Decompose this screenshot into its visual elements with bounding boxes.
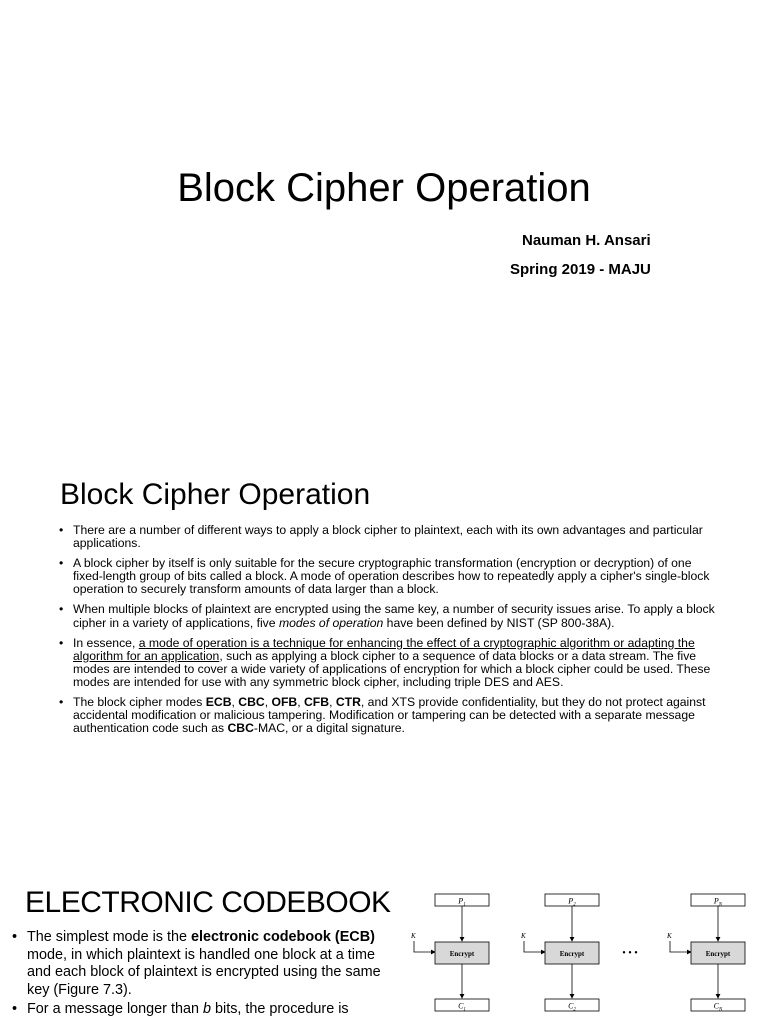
bullet-icon: • [59, 523, 64, 537]
bullet-text: -MAC, or a digital signature. [253, 721, 405, 736]
encrypt-label: Encrypt [449, 950, 475, 958]
bullet-item [58, 524, 718, 550]
plaintext-label: $P_N$ [713, 896, 723, 908]
mode-cbc-mac: CBC [227, 721, 254, 736]
bullet-text: bits, the procedure is [211, 1001, 349, 1018]
ciphertext-label: $C_2$ [568, 1001, 576, 1013]
mode-ofb: OFB [271, 695, 298, 710]
bullet-item [58, 603, 718, 629]
ecb-bullet-list [10, 929, 402, 1021]
plaintext-label: $P_2$ [568, 896, 576, 908]
bullet-text: mode, in which plaintext is handled one block at a time and each block of plaintext is encrypted using the same key (Figure 7.3). [27, 946, 381, 998]
ecb-encryption-diagram [404, 886, 768, 1024]
ecb-block-n [666, 894, 745, 1013]
term-label: Spring 2019 - MAJU [510, 261, 651, 278]
bullet-text: , [297, 695, 304, 710]
bullet-item [58, 696, 718, 735]
bullet-text: For a message longer than [27, 1001, 203, 1018]
encrypt-label: Encrypt [559, 950, 585, 958]
bullet-text: have been defined by NIST (SP 800-38A). [383, 615, 615, 630]
bullet-text: In essence, [73, 635, 139, 650]
bullet-emphasis: b [202, 1001, 211, 1018]
bullet-text: When multiple blocks of plaintext are encrypted using the same key, a number of security issues arise. To apply a block cipher in a variety of applications, five [73, 602, 715, 630]
bullet-icon: • [59, 556, 64, 571]
bullet-text: , [329, 695, 336, 710]
bullet-icon: • [59, 695, 64, 710]
bullet-text: The block cipher modes [73, 695, 206, 710]
plaintext-label: $P_1$ [458, 896, 466, 908]
bullet-icon: • [59, 635, 64, 650]
bullet-item [58, 637, 718, 689]
mode-cbc: CBC [238, 695, 265, 710]
mode-ctr: CTR [335, 695, 361, 710]
bullet-icon: • [12, 1001, 18, 1018]
author-name: Nauman H. Ansari [522, 232, 651, 249]
key-arrow [524, 941, 545, 952]
bullet-text: There are a number of different ways to apply a block cipher to plaintext, each with its own advantages and particular applications. [73, 523, 703, 551]
bullet-item [58, 557, 718, 596]
ciphertext-label: $C_N$ [713, 1001, 723, 1013]
overview-slide-title: Block Cipher Operation [60, 478, 371, 511]
encrypt-label: Encrypt [705, 950, 731, 958]
ellipsis-icon: • • • [622, 948, 638, 959]
bullet-text: , [264, 695, 272, 710]
bullet-bold-text: electronic codebook (ECB) [190, 929, 375, 945]
key-arrow [414, 941, 435, 952]
ecb-block-2 [520, 894, 599, 1013]
ecb-block-1 [410, 894, 489, 1013]
key-label: K [667, 932, 672, 940]
bullet-text: , such as applying a block cipher to a sequence of data blocks or a data stream. The five modes are intended to cover a wide variety of applications of encryption for which a block cipher could be used. These modes are intended for use with any symmetric block cipher, including triple DES and AES. [73, 648, 711, 689]
title-slide [0, 0, 768, 434]
bullet-text: A block cipher by itself is only suitable for the secure cryptographic transformation (encryption or decryption) of one fixed-length group of bits called a block. A mode of operation describes how to repeatedly apply a cipher's single-block operation to securely transform amounts of data larger than a block. [73, 556, 710, 597]
key-label: K [521, 932, 526, 940]
bullet-item [10, 1001, 402, 1019]
key-label: K [411, 932, 416, 940]
overview-bullet-list [58, 524, 718, 742]
ecb-slide-title: ELECTRONIC CODEBOOK [25, 886, 391, 919]
bullet-text: The simplest mode is the [27, 929, 191, 945]
bullet-text: , [231, 695, 239, 710]
key-arrow [670, 941, 691, 952]
mode-ecb: ECB [205, 695, 232, 710]
bullet-item [10, 929, 402, 999]
ciphertext-label: $C_1$ [458, 1001, 466, 1013]
bullet-emphasis: modes of operation [278, 615, 384, 630]
title-slide-heading: Block Cipher Operation [177, 166, 591, 210]
bullet-icon: • [59, 602, 64, 617]
bullet-icon: • [12, 929, 18, 945]
bullet-underlined-text: a mode of operation is a technique for enhancing the effect of a cryptographic algorithm or adapting the algorithm for an application [73, 635, 695, 663]
bullet-text: , and XTS provide confidentiality, but they do not protect against accidental modification or malicious tampering. Modification or tampering can be detected with a separate message authentication code such as [73, 695, 706, 736]
mode-cfb: CFB [304, 695, 330, 710]
